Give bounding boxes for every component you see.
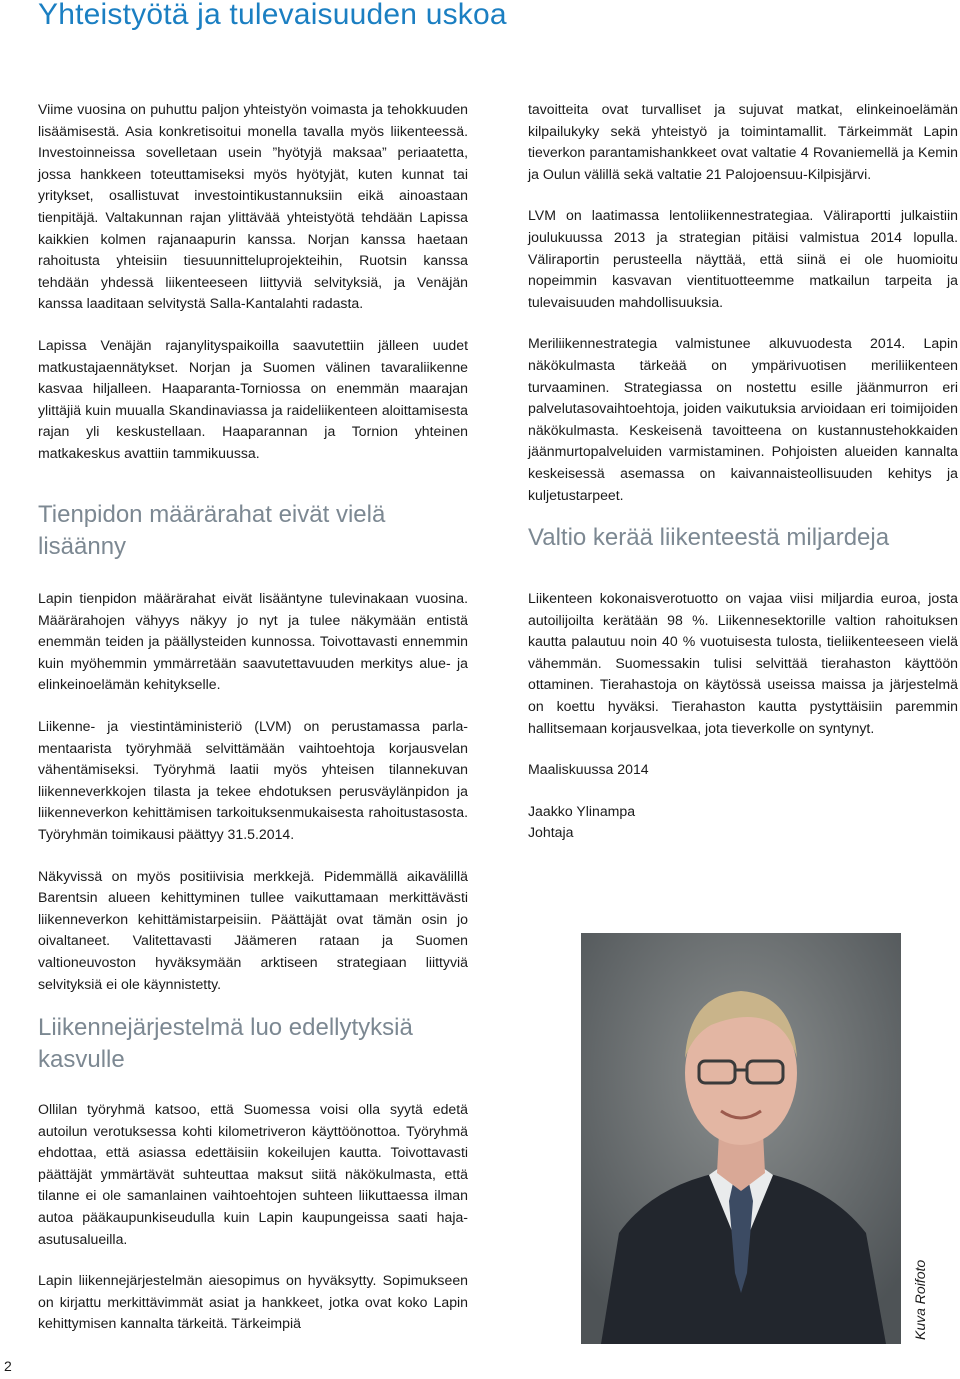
paragraph: LVM on laatimassa lentoliikennestrategiaa. Väliraportti julkaistiin joulukuussa 2013 ja strategian pitäisi valmistua 2014 lopulla. Väliraportin perusteella näyttää, että siinä ei ole huomioitu nopeimmin kasvavan vientituotteemme matkailun tarpeita ja tulevaisuuden mahdollisuuksia. (528, 207, 958, 310)
left-column-section-2 (38, 1099, 468, 1335)
right-column-intro (528, 99, 958, 506)
section-heading-state-revenue: Valtio kerää liikenteestä miljardeja (528, 524, 890, 551)
signature-title: Johtaja (528, 824, 574, 841)
section-heading-transport-system: Liikennejärjestelmä luo edellytyksiä kasvulle (38, 1014, 413, 1073)
paragraph: Liikenne- ja viestintäministeriö (LVM) on perustamassa parlamentaarista työryhmää selvittämään vaihtoehtoja korjausvelan vähentämiseksi. Työryhmä laatii myös yhteisen tilannekuvan liikenneverkkojen tilasta ja tekee ehdotuksen perusväylänpidon ja liikenneverkon kehittämisen tarkoituksenmukaisesta rahoitustasosta. Työryhmän toimikausi päättyy 31.5.2014. (38, 717, 468, 842)
section-heading-funding: Tienpidon määrärahat eivät vielä lisäänny (38, 501, 386, 560)
left-column-intro (38, 99, 468, 465)
right-column-section (528, 588, 958, 844)
signature-block (528, 759, 958, 844)
page-number: 2 (4, 1358, 12, 1374)
paragraph: Viime vuosina on puhuttu paljon yhteistyön voimasta ja tehokkuuden lisäämisestä. Asia konkretisoitui monella tavalla myös liikenteessä. Investoinneissa sovelletaan usein ”hyötyjä maksaa” periaatetta, jossa hankkeen toteuttamiseksi myös hyötyjät, kuten kunnat tai yritykset, osallistuvat investointikustannuksiin eikä ainoastaan tienpitäjä. Valtakunnan rajan ylittävää yhteistyötä tehdään Lapissa kaikkien kolmen rajanaapurin kanssa. Norjan kanssa haetaan rahoitusta yhteisiin tiesuunnitteluprojekteihin, Ruotsin kanssa tehdään yhdessä liikenteeseen liittyviä selvityksiä, ja Venäjän kanssa laaditaan selvitystä Salla-Kantalahti radasta. (38, 101, 468, 312)
portrait-photo (581, 933, 901, 1344)
paragraph: Ollilan työryhmä katsoo, että Suomessa voisi olla syytä edetä autoilun verotuksessa kohti kilometriveron käyttöönottoa. Työryhmä ehdottaa, että asiassa edettäisiin kokeilujen kautta. Toivottavasti päättäjät ymmärtävät suhteuttaa maksut siitä näkökulmasta, että tilanne ei ole samanlainen vaihtoehtojen suhteen liikuttaessa ilman autoa pääkaupunkiseudulla kuin Lapin kaupungeissa saati haja-asutusalueilla. (38, 1101, 468, 1247)
paragraph: Lapissa Venäjän rajanylityspaikoilla saavutettiin jälleen uudet matkustajaennätykset. Norjan ja Suomen välinen tavaraliikenne kasvaa hiljalleen. Haaparanta-Torniossa on enemmän maarajan ylittäjiä kuin muualla Skandinaviassa ja raideliikenteen aloittamisesta rajan yli keskustellaan. Haaparannan ja Tornion yhteinen matkakeskus avattiin tammikuussa. (38, 336, 468, 461)
page-title: Yhteistyötä ja tulevaisuuden uskoa (38, 0, 507, 31)
date: Maaliskuussa 2014 (528, 761, 649, 778)
paragraph: Lapin tienpidon määrärahat eivät lisääntyne tulevinakaan vuosina. Määrärahojen vähyys näkyy jo nyt ja tulee näkymään entistä enemmän teiden ja päällysteiden kunnossa. Toivottavasti ennemmin kuin myöhemmin ymmärretään saavutettavuuden merkitys alue- ja elinkeinoelämän kehitykselle. (38, 590, 468, 693)
paragraph: tavoitteita ovat turvalliset ja sujuvat matkat, elinkeinoelämän kilpailukyky sekä yhteistyö ja toimintamallit. Tärkeimmät Lapin tieverkon parantamishankkeet ovat valtatie 4 Rovaniemellä ja Kemin ja Oulun välillä sekä valtatie 21 Palojoensuu-Kilpisjärvi. (528, 101, 958, 182)
left-column-section-1 (38, 588, 468, 995)
signature-name: Jaakko Ylinampa (528, 802, 636, 819)
portrait-illustration (581, 933, 901, 1344)
paragraph: Liikenteen kokonaisverotuotto on vajaa viisi miljardia euroa, josta autoilijoilta kerätään 98 %. Liikennesektorille valtion rahoituksen kautta palautuu noin 40 % vuotuisesta tulosta, tieliikenteeseen vielä vähemmän. Suomessakin tulisi selvittää tierahaston käyttöön ottaminen. Tierahastoja on käytössä useissa maissa ja järjestelmä on koettu hyväksi. Tierahaston kautta pystyttäisiin paremmin hallitsemaan korjausvelkaa, jota tieverkolle on syntynyt. (528, 590, 958, 736)
photo-credit: Kuva Roifoto (912, 1259, 928, 1340)
paragraph: Näkyvissä on myös positiivisia merkkejä. Pidemmällä aikavälillä Barentsin alueen kehittyminen tullee vaikuttamaan merkittävästi liikenneverkon kehittämistarpeisiin. Päättäjät ovat tämän osin jo oivaltaneet. Valitettavasti Jäämeren rataan ja Suomen valtioneuvoston hyväksymään arktiseen strategiaan liittyviä selvityksiä ei ole käynnistetty. (38, 867, 468, 992)
paragraph: Lapin liikennejärjestelmän aiesopimus on hyväksytty. Sopimukseen on kirjattu merkittävimmät asiat ja hankkeet, jotka ovat koko Lapin kehittymisen kannalta tärkeitä. Tärkeimpiä (38, 1272, 468, 1332)
paragraph: Meriliikennestrategia valmistunee alkuvuodesta 2014. Lapin näkökulmasta tärkeää on ympärivuotisen meriliikenteen turvaaminen. Strategiassa on nostettu esille jäänmurron eri palvelutasovaihtoehtoja, joiden vaikutuksia arvioidaan eri toimijoiden näkökulmasta. Keskeisenä tavoitteena on kustannustehokkaiden jäänmurtopalveluiden varmistaminen. Pohjoisten alueiden kannalta keskeisessä asemassa on kaivannaisteollisuuden kehitys ja kuljetustarpeet. (528, 335, 958, 503)
